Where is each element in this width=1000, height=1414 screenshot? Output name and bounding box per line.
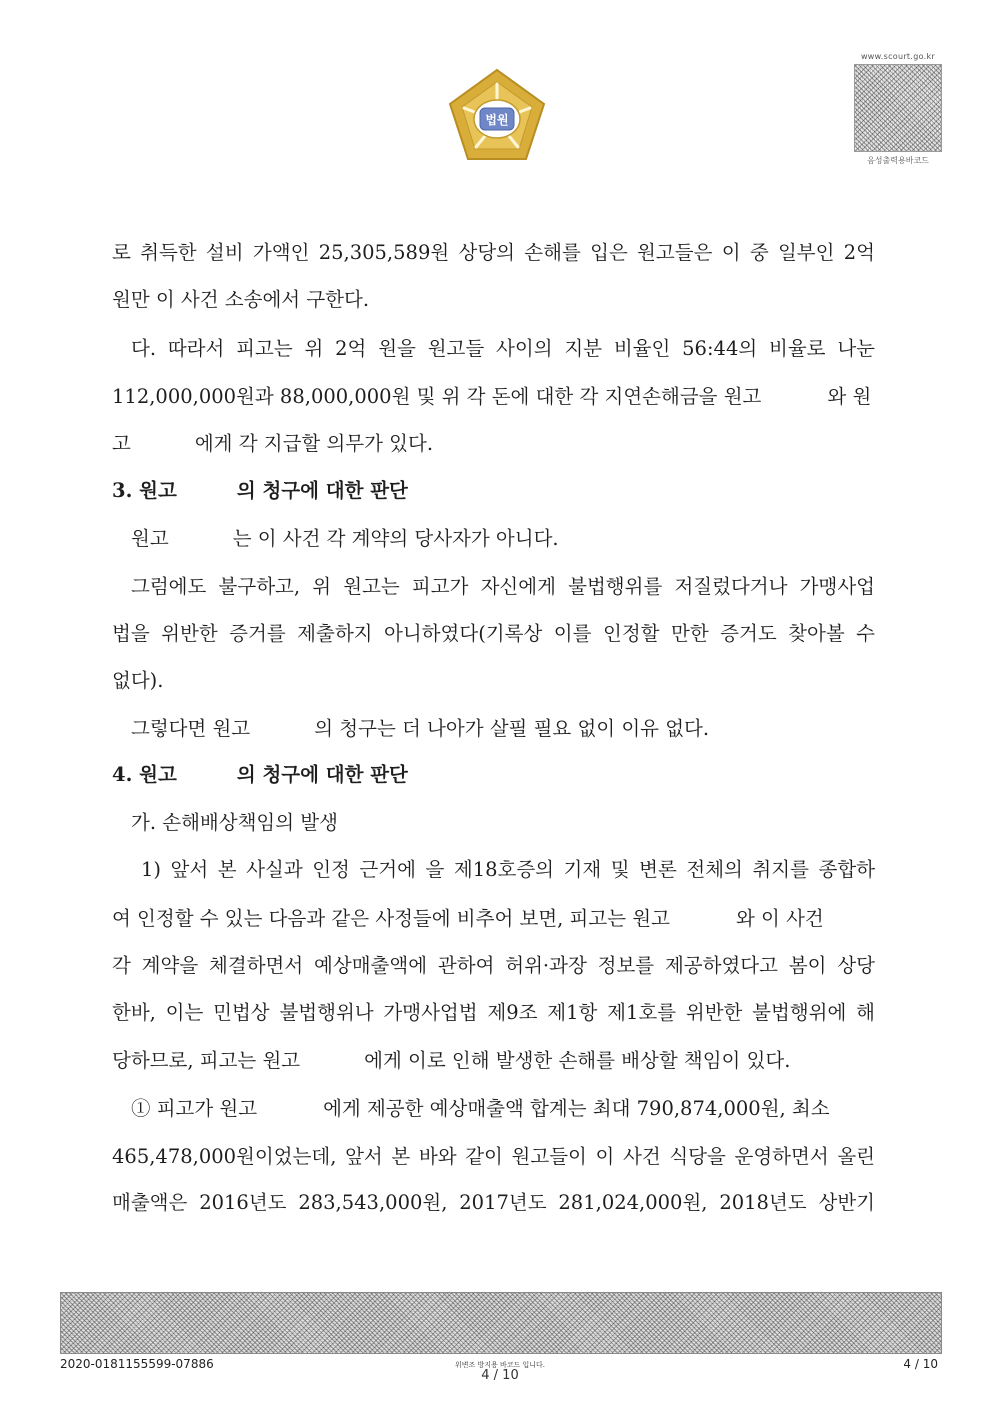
body-line: 그럼에도 불구하고, 위 원고는 피고가 자신에게 불법행위를 저질렀다거나 가맹사업 bbox=[131, 575, 875, 598]
body-text: 그렇다면 원고 bbox=[131, 717, 251, 740]
body-line: 다. 따라서 피고는 위 2억 원을 원고들 사이의 지분 비율인 56:44의 비율로 나눈 bbox=[131, 337, 875, 360]
body-line: 465,478,000원이었는데, 앞서 본 바와 같이 원고들이 이 사건 식당을 운영하면서 올린 bbox=[112, 1145, 875, 1168]
section-heading bbox=[112, 478, 875, 504]
body-text: 에게 각 지급할 의무가 있다. bbox=[194, 432, 434, 455]
body-text: 는 이 사건 각 계약의 당사자가 아니다. bbox=[232, 527, 559, 550]
body-line bbox=[112, 1048, 875, 1074]
body-line bbox=[131, 526, 875, 552]
qr-caption: 음성출력용바코드 bbox=[867, 156, 929, 165]
body-line: 원만 이 사건 소송에서 구한다. bbox=[112, 288, 370, 311]
heading-text: 의 청구에 대한 판단 bbox=[236, 479, 408, 502]
qr-url: www.scourt.go.kr bbox=[860, 52, 936, 61]
body-line bbox=[112, 384, 875, 410]
body-text: 고 bbox=[112, 432, 131, 455]
qr-block bbox=[852, 52, 944, 166]
document-id: 2020-0181155599-07886 bbox=[60, 1357, 214, 1371]
court-emblem-icon bbox=[447, 68, 547, 162]
body-text: 원고 bbox=[131, 527, 169, 550]
body-line bbox=[112, 906, 875, 932]
body-line: 1) 앞서 본 사실과 인정 근거에 을 제18호증의 기재 및 변론 전체의 취지를 종합하 bbox=[141, 858, 875, 881]
body-line bbox=[131, 1096, 875, 1122]
body-line bbox=[131, 716, 875, 742]
body-line: 없다). bbox=[112, 669, 164, 692]
body-text: 112,000,000원과 88,000,000원 및 위 각 돈에 대한 각 지연손해금을 원고 bbox=[112, 385, 762, 408]
page-number: 4 / 10 bbox=[903, 1357, 938, 1371]
body-text: 당하므로, 피고는 원고 bbox=[112, 1049, 301, 1072]
body-line bbox=[112, 431, 875, 457]
center-page-number: 4 / 10 bbox=[481, 1368, 519, 1383]
heading-text: 4. 원고 bbox=[112, 763, 177, 786]
body-text: 에게 제공한 예상매출액 합계는 최대 790,874,000원, 최소 bbox=[323, 1097, 830, 1120]
barcode-note: 위변조 방지용 바코드 입니다. bbox=[454, 1361, 546, 1369]
body-line: 한바, 이는 민법상 불법행위나 가맹사업법 제9조 제1항 제1호를 위반한 불법행위에 해 bbox=[112, 1001, 875, 1024]
body-line: 로 취득한 설비 가액인 25,305,589원 상당의 손해를 입은 원고들은 이 중 일부인 2억 bbox=[112, 241, 875, 264]
body-line: 매출액은 2016년도 283,543,000원, 2017년도 281,024,000원, 2018년도 상반기 bbox=[112, 1191, 875, 1214]
body-line: 각 계약을 체결하면서 예상매출액에 관하여 허위·과장 정보를 제공하였다고 봄이 상당 bbox=[112, 954, 875, 977]
body-text: 와 원 bbox=[827, 385, 872, 408]
body-text: ① 피고가 원고 bbox=[131, 1097, 258, 1120]
heading-text: 의 청구에 대한 판단 bbox=[236, 763, 408, 786]
subsection-heading: 가. 손해배상책임의 발생 bbox=[131, 811, 338, 834]
emblem-label: 법원 bbox=[485, 113, 509, 127]
body-text: 에게 이로 인해 발생한 손해를 배상할 책임이 있다. bbox=[364, 1049, 791, 1072]
body-line: 법을 위반한 증거를 제출하지 아니하였다(기록상 이를 인정할 만한 증거도 찾아볼 수 bbox=[112, 622, 875, 645]
body-text: 여 인정할 수 있는 다음과 같은 사정들에 비추어 보면, 피고는 원고 bbox=[112, 907, 670, 930]
body-text: 의 청구는 더 나아가 살필 필요 없이 이유 없다. bbox=[314, 717, 710, 740]
qr-code bbox=[854, 64, 942, 152]
body-text: 와 이 사건 bbox=[735, 907, 824, 930]
section-heading bbox=[112, 762, 875, 788]
anti-forgery-barcode bbox=[60, 1292, 942, 1354]
heading-text: 3. 원고 bbox=[112, 479, 177, 502]
